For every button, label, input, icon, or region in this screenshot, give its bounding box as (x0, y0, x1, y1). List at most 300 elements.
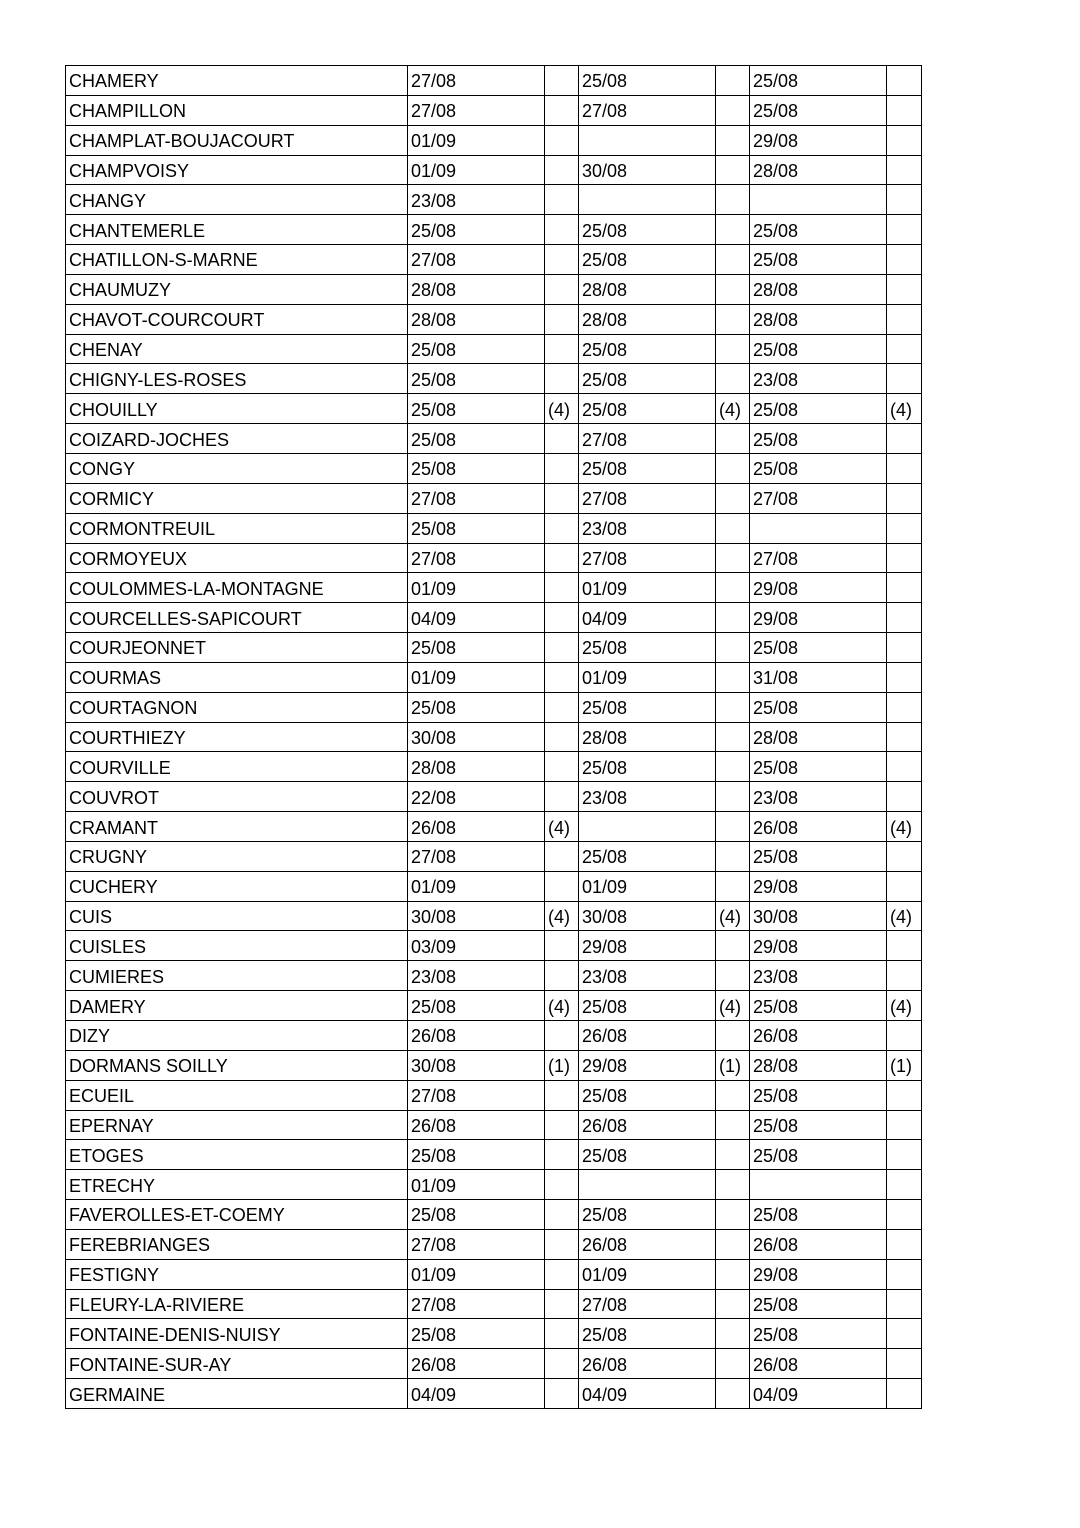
date-cell-2: 01/09 (579, 662, 716, 692)
table-row (66, 961, 922, 991)
date-cell-3: 29/08 (750, 931, 887, 961)
note-cell-3 (887, 483, 922, 513)
date-cell-3: 28/08 (750, 304, 887, 334)
note-cell-1 (545, 1319, 579, 1349)
table-row (66, 782, 922, 812)
date-cell-2 (579, 125, 716, 155)
note-cell-2 (716, 573, 750, 603)
table-row (66, 215, 922, 245)
note-cell-3 (887, 95, 922, 125)
date-cell-1: 27/08 (408, 95, 545, 125)
table-row (66, 1289, 922, 1319)
commune-cell: COURCELLES-SAPICOURT (66, 603, 408, 633)
note-cell-1 (545, 1140, 579, 1170)
note-cell-3 (887, 155, 922, 185)
date-cell-1: 26/08 (408, 1021, 545, 1051)
note-cell-1 (545, 633, 579, 663)
date-cell-1: 25/08 (408, 453, 545, 483)
note-cell-1 (545, 453, 579, 483)
table-row (66, 394, 922, 424)
note-cell-2 (716, 1080, 750, 1110)
date-cell-2: 26/08 (579, 1110, 716, 1140)
date-cell-2: 25/08 (579, 66, 716, 96)
commune-cell: FLEURY-LA-RIVIERE (66, 1289, 408, 1319)
note-cell-3 (887, 1319, 922, 1349)
date-cell-3: 25/08 (750, 95, 887, 125)
note-cell-3 (887, 692, 922, 722)
note-cell-3 (887, 1379, 922, 1409)
note-cell-3 (887, 245, 922, 275)
note-cell-1 (545, 1021, 579, 1051)
note-cell-1 (545, 245, 579, 275)
table-row (66, 812, 922, 842)
date-cell-1: 25/08 (408, 394, 545, 424)
note-cell-3 (887, 1110, 922, 1140)
date-cell-2: 25/08 (579, 841, 716, 871)
date-cell-3: 25/08 (750, 991, 887, 1021)
note-cell-1 (545, 782, 579, 812)
date-cell-2: 27/08 (579, 424, 716, 454)
date-cell-1: 25/08 (408, 991, 545, 1021)
note-cell-2 (716, 1110, 750, 1140)
commune-cell: CHATILLON-S-MARNE (66, 245, 408, 275)
date-cell-2: 01/09 (579, 871, 716, 901)
note-cell-3: (4) (887, 991, 922, 1021)
note-cell-2: (1) (716, 1050, 750, 1080)
date-cell-3: 31/08 (750, 662, 887, 692)
date-cell-2: 25/08 (579, 1200, 716, 1230)
date-cell-3: 26/08 (750, 812, 887, 842)
date-cell-2: 28/08 (579, 304, 716, 334)
note-cell-3 (887, 215, 922, 245)
date-cell-3: 25/08 (750, 1140, 887, 1170)
note-cell-2 (716, 95, 750, 125)
commune-cell: CUISLES (66, 931, 408, 961)
note-cell-2 (716, 1259, 750, 1289)
date-cell-3: 25/08 (750, 245, 887, 275)
date-cell-2: 01/09 (579, 1259, 716, 1289)
date-cell-2: 27/08 (579, 483, 716, 513)
note-cell-1: (4) (545, 394, 579, 424)
note-cell-2 (716, 543, 750, 573)
note-cell-1 (545, 1349, 579, 1379)
note-cell-3 (887, 603, 922, 633)
note-cell-2 (716, 1229, 750, 1259)
table-row (66, 1379, 922, 1409)
document-page (65, 65, 922, 1409)
table-row (66, 125, 922, 155)
date-cell-1: 01/09 (408, 1259, 545, 1289)
table-row (66, 185, 922, 215)
table-row (66, 1080, 922, 1110)
note-cell-2 (716, 662, 750, 692)
table-row (66, 1200, 922, 1230)
note-cell-2 (716, 1289, 750, 1319)
table-row (66, 274, 922, 304)
date-cell-2 (579, 1170, 716, 1200)
note-cell-3 (887, 633, 922, 663)
table-row (66, 1110, 922, 1140)
note-cell-3 (887, 1080, 922, 1110)
date-cell-2: 04/09 (579, 1379, 716, 1409)
commune-cell: CORMOYEUX (66, 543, 408, 573)
note-cell-2: (4) (716, 901, 750, 931)
date-cell-3: 29/08 (750, 1259, 887, 1289)
date-cell-2: 28/08 (579, 274, 716, 304)
commune-cell: COUVROT (66, 782, 408, 812)
commune-cell: CORMONTREUIL (66, 513, 408, 543)
note-cell-3 (887, 513, 922, 543)
date-cell-1: 01/09 (408, 125, 545, 155)
note-cell-3 (887, 871, 922, 901)
note-cell-1 (545, 1080, 579, 1110)
date-cell-3 (750, 185, 887, 215)
table-row (66, 752, 922, 782)
note-cell-3 (887, 364, 922, 394)
harvest-dates-table (65, 65, 922, 1409)
table-row (66, 1021, 922, 1051)
commune-cell: FONTAINE-SUR-AY (66, 1349, 408, 1379)
date-cell-3: 26/08 (750, 1229, 887, 1259)
commune-cell: FONTAINE-DENIS-NUISY (66, 1319, 408, 1349)
date-cell-2: 27/08 (579, 95, 716, 125)
note-cell-2: (4) (716, 394, 750, 424)
commune-cell: CUMIERES (66, 961, 408, 991)
note-cell-1: (1) (545, 1050, 579, 1080)
commune-cell: DIZY (66, 1021, 408, 1051)
date-cell-3: 26/08 (750, 1349, 887, 1379)
note-cell-1 (545, 125, 579, 155)
date-cell-2: 28/08 (579, 722, 716, 752)
note-cell-3 (887, 1140, 922, 1170)
date-cell-1: 25/08 (408, 633, 545, 663)
note-cell-2 (716, 961, 750, 991)
date-cell-2: 29/08 (579, 931, 716, 961)
date-cell-2: 01/09 (579, 573, 716, 603)
date-cell-3 (750, 1170, 887, 1200)
date-cell-1: 25/08 (408, 513, 545, 543)
date-cell-1: 01/09 (408, 155, 545, 185)
date-cell-3: 29/08 (750, 871, 887, 901)
note-cell-2 (716, 125, 750, 155)
note-cell-1 (545, 1379, 579, 1409)
date-cell-3: 23/08 (750, 961, 887, 991)
note-cell-1 (545, 1259, 579, 1289)
date-cell-3: 27/08 (750, 543, 887, 573)
date-cell-3: 25/08 (750, 841, 887, 871)
date-cell-2: 25/08 (579, 245, 716, 275)
commune-cell: CHAMPLAT-BOUJACOURT (66, 125, 408, 155)
commune-cell: DORMANS SOILLY (66, 1050, 408, 1080)
note-cell-1 (545, 1229, 579, 1259)
table-row (66, 66, 922, 96)
date-cell-3: 28/08 (750, 722, 887, 752)
note-cell-1 (545, 513, 579, 543)
date-cell-1: 28/08 (408, 274, 545, 304)
date-cell-3: 23/08 (750, 364, 887, 394)
date-cell-3: 25/08 (750, 66, 887, 96)
note-cell-3 (887, 185, 922, 215)
date-cell-3: 25/08 (750, 215, 887, 245)
table-row (66, 364, 922, 394)
commune-cell: CHAMPILLON (66, 95, 408, 125)
note-cell-2 (716, 304, 750, 334)
date-cell-2: 30/08 (579, 901, 716, 931)
date-cell-2: 26/08 (579, 1229, 716, 1259)
note-cell-3 (887, 1021, 922, 1051)
note-cell-1 (545, 155, 579, 185)
date-cell-3: 28/08 (750, 1050, 887, 1080)
date-cell-1: 25/08 (408, 215, 545, 245)
date-cell-3: 26/08 (750, 1021, 887, 1051)
date-cell-3: 29/08 (750, 573, 887, 603)
note-cell-2 (716, 185, 750, 215)
note-cell-2 (716, 1200, 750, 1230)
date-cell-1: 01/09 (408, 573, 545, 603)
date-cell-3: 25/08 (750, 1080, 887, 1110)
date-cell-1: 04/09 (408, 603, 545, 633)
date-cell-3: 28/08 (750, 274, 887, 304)
date-cell-3: 23/08 (750, 782, 887, 812)
date-cell-2: 25/08 (579, 334, 716, 364)
commune-cell: COURVILLE (66, 752, 408, 782)
date-cell-2: 25/08 (579, 1080, 716, 1110)
date-cell-1: 22/08 (408, 782, 545, 812)
table-body (66, 66, 922, 1409)
note-cell-1 (545, 931, 579, 961)
note-cell-3 (887, 662, 922, 692)
date-cell-3: 25/08 (750, 692, 887, 722)
date-cell-1: 27/08 (408, 1080, 545, 1110)
date-cell-2: 25/08 (579, 633, 716, 663)
date-cell-2: 25/08 (579, 394, 716, 424)
commune-cell: FEREBRIANGES (66, 1229, 408, 1259)
note-cell-3 (887, 453, 922, 483)
table-row (66, 155, 922, 185)
date-cell-1: 04/09 (408, 1379, 545, 1409)
date-cell-3: 30/08 (750, 901, 887, 931)
table-row (66, 662, 922, 692)
date-cell-3: 25/08 (750, 633, 887, 663)
commune-cell: ECUEIL (66, 1080, 408, 1110)
date-cell-2: 25/08 (579, 991, 716, 1021)
table-row (66, 1349, 922, 1379)
note-cell-2 (716, 334, 750, 364)
table-row (66, 871, 922, 901)
note-cell-3 (887, 424, 922, 454)
table-row (66, 304, 922, 334)
note-cell-1 (545, 573, 579, 603)
note-cell-2 (716, 812, 750, 842)
note-cell-3 (887, 841, 922, 871)
note-cell-1 (545, 424, 579, 454)
note-cell-2 (716, 1021, 750, 1051)
table-row (66, 901, 922, 931)
note-cell-2 (716, 245, 750, 275)
commune-cell: CHAMERY (66, 66, 408, 96)
commune-cell: GERMAINE (66, 1379, 408, 1409)
note-cell-2 (716, 424, 750, 454)
note-cell-3: (4) (887, 394, 922, 424)
commune-cell: ETRECHY (66, 1170, 408, 1200)
note-cell-1 (545, 1289, 579, 1319)
commune-cell: COURMAS (66, 662, 408, 692)
date-cell-3: 27/08 (750, 483, 887, 513)
commune-cell: COULOMMES-LA-MONTAGNE (66, 573, 408, 603)
date-cell-1: 27/08 (408, 1229, 545, 1259)
note-cell-1 (545, 364, 579, 394)
date-cell-3: 25/08 (750, 752, 887, 782)
note-cell-3 (887, 752, 922, 782)
note-cell-2 (716, 633, 750, 663)
date-cell-2: 25/08 (579, 1140, 716, 1170)
note-cell-2 (716, 692, 750, 722)
commune-cell: COURJEONNET (66, 633, 408, 663)
commune-cell: COIZARD-JOCHES (66, 424, 408, 454)
date-cell-3: 25/08 (750, 453, 887, 483)
date-cell-2: 23/08 (579, 961, 716, 991)
note-cell-2 (716, 66, 750, 96)
date-cell-3: 25/08 (750, 1200, 887, 1230)
table-row (66, 1259, 922, 1289)
note-cell-3 (887, 961, 922, 991)
note-cell-1 (545, 274, 579, 304)
note-cell-3 (887, 931, 922, 961)
date-cell-2: 25/08 (579, 364, 716, 394)
note-cell-1 (545, 662, 579, 692)
date-cell-3: 25/08 (750, 394, 887, 424)
date-cell-3: 25/08 (750, 334, 887, 364)
date-cell-1: 26/08 (408, 1349, 545, 1379)
note-cell-1 (545, 722, 579, 752)
commune-cell: CHANGY (66, 185, 408, 215)
table-row (66, 573, 922, 603)
note-cell-3 (887, 334, 922, 364)
note-cell-3: (4) (887, 901, 922, 931)
commune-cell: FAVEROLLES-ET-COEMY (66, 1200, 408, 1230)
commune-cell: CRUGNY (66, 841, 408, 871)
table-row (66, 543, 922, 573)
note-cell-2 (716, 1379, 750, 1409)
table-row (66, 931, 922, 961)
date-cell-1: 23/08 (408, 185, 545, 215)
note-cell-1 (545, 543, 579, 573)
date-cell-1: 03/09 (408, 931, 545, 961)
note-cell-1: (4) (545, 901, 579, 931)
note-cell-3 (887, 66, 922, 96)
note-cell-1 (545, 692, 579, 722)
note-cell-1 (545, 603, 579, 633)
note-cell-1 (545, 961, 579, 991)
note-cell-2 (716, 722, 750, 752)
commune-cell: CHAUMUZY (66, 274, 408, 304)
date-cell-2: 27/08 (579, 1289, 716, 1319)
table-row (66, 245, 922, 275)
note-cell-3 (887, 543, 922, 573)
note-cell-1 (545, 304, 579, 334)
table-row (66, 453, 922, 483)
date-cell-2: 25/08 (579, 692, 716, 722)
table-row (66, 722, 922, 752)
date-cell-2: 25/08 (579, 453, 716, 483)
table-row (66, 1229, 922, 1259)
commune-cell: ETOGES (66, 1140, 408, 1170)
table-row (66, 603, 922, 633)
date-cell-2: 23/08 (579, 513, 716, 543)
date-cell-1: 28/08 (408, 304, 545, 334)
date-cell-2: 23/08 (579, 782, 716, 812)
note-cell-3 (887, 1200, 922, 1230)
table-row (66, 1319, 922, 1349)
commune-cell: CHIGNY-LES-ROSES (66, 364, 408, 394)
date-cell-3: 25/08 (750, 1289, 887, 1319)
date-cell-3 (750, 513, 887, 543)
date-cell-3: 25/08 (750, 1110, 887, 1140)
note-cell-2 (716, 782, 750, 812)
date-cell-1: 26/08 (408, 812, 545, 842)
date-cell-1: 26/08 (408, 1110, 545, 1140)
note-cell-3 (887, 1349, 922, 1379)
date-cell-2: 25/08 (579, 215, 716, 245)
date-cell-3: 29/08 (750, 603, 887, 633)
date-cell-1: 01/09 (408, 871, 545, 901)
date-cell-2: 26/08 (579, 1349, 716, 1379)
date-cell-3: 29/08 (750, 125, 887, 155)
commune-cell: COURTAGNON (66, 692, 408, 722)
note-cell-3 (887, 1229, 922, 1259)
commune-cell: CUCHERY (66, 871, 408, 901)
note-cell-1 (545, 334, 579, 364)
note-cell-2: (4) (716, 991, 750, 1021)
note-cell-2 (716, 1170, 750, 1200)
commune-cell: EPERNAY (66, 1110, 408, 1140)
note-cell-2 (716, 364, 750, 394)
date-cell-1: 23/08 (408, 961, 545, 991)
note-cell-2 (716, 841, 750, 871)
date-cell-1: 01/09 (408, 1170, 545, 1200)
note-cell-2 (716, 215, 750, 245)
note-cell-2 (716, 155, 750, 185)
note-cell-3 (887, 573, 922, 603)
date-cell-1: 25/08 (408, 692, 545, 722)
note-cell-1 (545, 66, 579, 96)
note-cell-3 (887, 304, 922, 334)
table-row (66, 1050, 922, 1080)
date-cell-1: 01/09 (408, 662, 545, 692)
note-cell-1 (545, 185, 579, 215)
date-cell-1: 27/08 (408, 483, 545, 513)
note-cell-1 (545, 841, 579, 871)
table-row (66, 334, 922, 364)
commune-cell: COURTHIEZY (66, 722, 408, 752)
date-cell-2: 04/09 (579, 603, 716, 633)
commune-cell: FESTIGNY (66, 1259, 408, 1289)
note-cell-1: (4) (545, 991, 579, 1021)
note-cell-2 (716, 603, 750, 633)
date-cell-1: 28/08 (408, 752, 545, 782)
note-cell-3 (887, 782, 922, 812)
table-row (66, 692, 922, 722)
note-cell-1 (545, 1110, 579, 1140)
date-cell-1: 25/08 (408, 1319, 545, 1349)
note-cell-3 (887, 1289, 922, 1319)
table-row (66, 424, 922, 454)
date-cell-2: 25/08 (579, 752, 716, 782)
date-cell-3: 25/08 (750, 424, 887, 454)
note-cell-3 (887, 1170, 922, 1200)
date-cell-2: 29/08 (579, 1050, 716, 1080)
note-cell-2 (716, 453, 750, 483)
